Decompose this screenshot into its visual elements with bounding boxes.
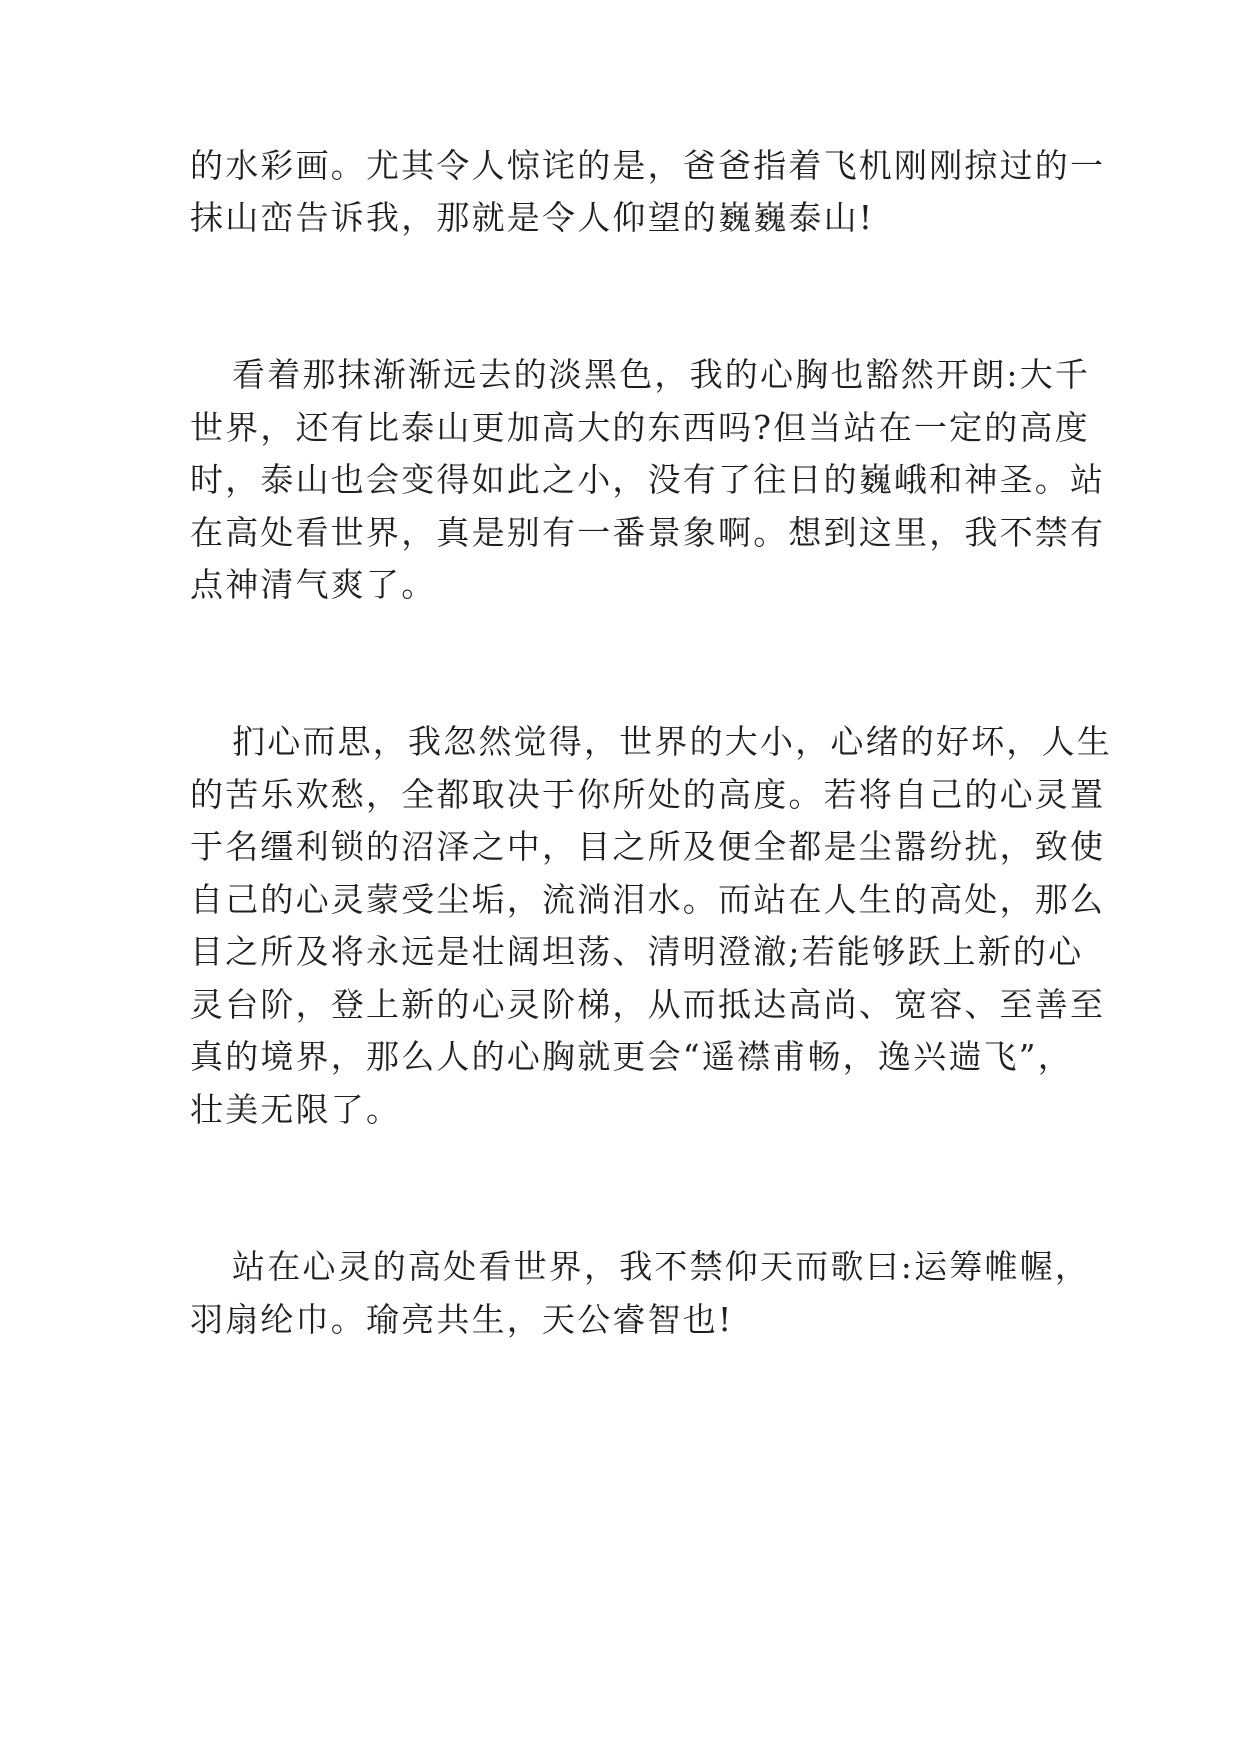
text-line: 世界，还有比泰山更加高大的东西吗?但当站在一定的高度 bbox=[190, 408, 1090, 447]
text-line: 灵台阶，登上新的心灵阶梯，从而抵达高尚、宽容、至善至 bbox=[190, 985, 1106, 1024]
text-line: 看着那抹渐渐远去的淡黑色，我的心胸也豁然开朗:大千 bbox=[232, 355, 1091, 394]
text-line: 站在心灵的高处看世界，我不禁仰天而歌曰:运筹帷幄， bbox=[232, 1247, 1091, 1286]
text-line: 点神清气爽了。 bbox=[190, 565, 437, 604]
text-line: 扪心而思，我忽然觉得，世界的大小，心绪的好坏，人生 bbox=[232, 722, 1112, 761]
text-line: 自己的心灵蒙受尘垢，流淌泪水。而站在人生的高处，那么 bbox=[190, 880, 1106, 919]
text-line: 在高处看世界，真是别有一番景象啊。想到这里，我不禁有 bbox=[190, 513, 1106, 552]
text-line: 时，泰山也会变得如此之小，没有了往日的巍峨和神圣。站 bbox=[190, 460, 1106, 499]
text-line: 真的境界，那么人的心胸就更会“遥襟甫畅，逸兴遄飞”， bbox=[190, 1037, 1073, 1076]
text-line: 壮美无限了。 bbox=[190, 1090, 402, 1129]
text-line: 目之所及将永远是壮阔坦荡、清明澄澈;若能够跃上新的心 bbox=[190, 932, 1084, 971]
text-line: 的苦乐欢愁，全都取决于你所处的高度。若将自己的心灵置 bbox=[190, 775, 1106, 814]
text-line: 羽扇纶巾。瑜亮共生，天公睿智也! bbox=[190, 1300, 734, 1339]
text-line: 于名缰利锁的沼泽之中，目之所及便全都是尘嚣纷扰，致使 bbox=[190, 827, 1106, 866]
text-line: 的水彩画。尤其令人惊诧的是，爸爸指着飞机刚刚掠过的一 bbox=[190, 146, 1106, 185]
text-line: 抹山峦告诉我，那就是令人仰望的巍巍泰山! bbox=[190, 198, 875, 237]
